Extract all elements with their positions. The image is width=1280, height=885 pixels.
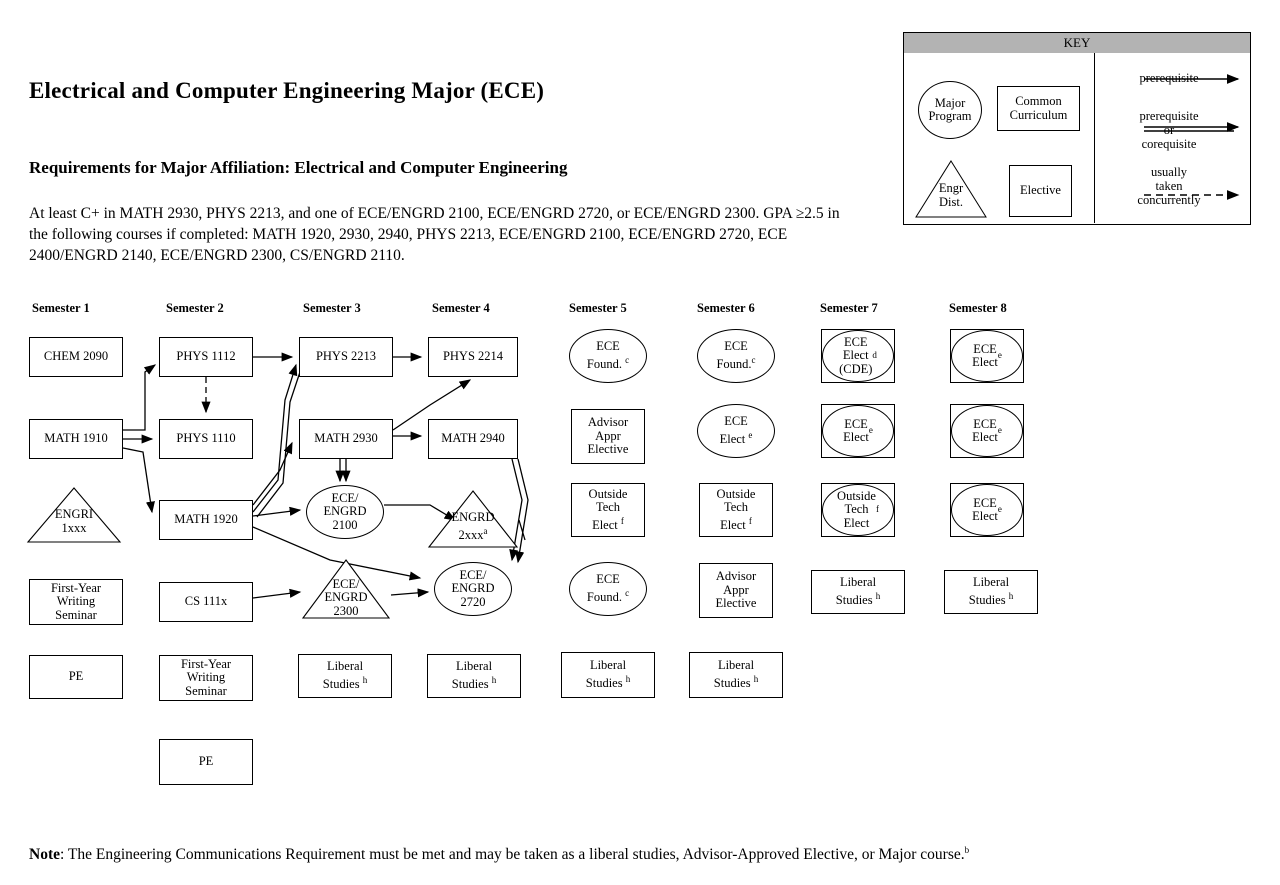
node-math-1910[interactable]	[29, 419, 123, 459]
node-phys-1110[interactable]	[159, 419, 253, 459]
node-pe-1[interactable]	[29, 655, 123, 699]
node-label: PHYS 2213	[315, 349, 377, 364]
node-label: Advisor Appr Elective	[587, 415, 629, 457]
node-label: ECE Found. $^c$	[586, 572, 630, 605]
node-label: PHYS 1112	[176, 349, 236, 364]
node-label: PE	[198, 754, 214, 769]
node-label: ECE/ ENGRD 2720	[451, 567, 495, 609]
node-ece-foundation-6[interactable]	[697, 329, 775, 383]
node-math-2940[interactable]	[428, 419, 518, 459]
node-pe-2[interactable]	[159, 739, 253, 785]
node-label: ECE Elect e	[951, 405, 1023, 457]
node-label: ENGRD 2xxx$^a$	[451, 510, 495, 543]
node-engri-1xxx[interactable]	[26, 486, 122, 544]
node-label: ENGRI 1xxx	[54, 507, 94, 535]
node-label: ECE Elect e	[951, 330, 1023, 382]
node-label: Advisor Appr Elective	[715, 569, 757, 611]
key-legend-prereq-coreq-label: prerequisite or corequisite	[1139, 109, 1199, 151]
node-label: Liberal Studies $^h$	[713, 658, 759, 691]
node-label: Liberal Studies $^h$	[968, 575, 1014, 608]
node-liberal-studies-5[interactable]	[561, 652, 655, 698]
semester-header-2: Semester 2	[166, 301, 224, 315]
node-label: Outside Tech Elect $^f$	[588, 486, 628, 532]
affiliation-heading: Requirements for Major Affiliation: Electrical and Computer Engineering	[29, 158, 568, 177]
node-first-year-writing-seminar-1[interactable]	[29, 579, 123, 625]
node-liberal-studies-6[interactable]	[689, 652, 783, 698]
key-legend-concurrent-label: usually taken concurrently	[1137, 165, 1201, 207]
node-label: ECE Found. $^c$	[586, 339, 630, 372]
node-math-2930[interactable]	[299, 419, 393, 459]
key-shape-major-program-label: Major Program	[928, 95, 972, 123]
node-label: CS 111x	[184, 594, 228, 609]
node-label: ECE Elect (CDE) d	[822, 330, 894, 382]
node-label: Liberal Studies $^h$	[322, 659, 368, 692]
semester-header-3: Semester 3	[303, 301, 361, 315]
node-liberal-studies-8[interactable]	[944, 570, 1038, 614]
note-body: : The Engineering Communications Requirement must be met and may be taken as a liberal studies, Advisor-Approved Elective, or Major course.	[60, 846, 965, 864]
node-math-1920[interactable]	[159, 500, 253, 540]
node-label: ECE/ ENGRD 2300	[324, 576, 368, 618]
node-ece-foundation-5b[interactable]	[569, 562, 647, 616]
node-label: MATH 1920	[174, 512, 238, 527]
node-label: MATH 2940	[441, 431, 505, 446]
node-label: MATH 2930	[314, 431, 378, 446]
semester-header-8: Semester 8	[949, 301, 1007, 315]
node-label: First-Year Writing Seminar	[180, 656, 232, 698]
key-shape-common-curriculum-label: Common Curriculum	[1009, 94, 1068, 122]
semester-header-6: Semester 6	[697, 301, 755, 315]
node-label: Liberal Studies $^h$	[585, 658, 631, 691]
semester-header-4: Semester 4	[432, 301, 490, 315]
node-label: Liberal Studies $^h$	[451, 659, 497, 692]
key-shape-engr-dist-label: Engr Dist.	[938, 181, 964, 209]
node-ece-engrd-2100[interactable]	[306, 485, 384, 539]
node-engrd-2xxx[interactable]	[427, 489, 519, 549]
node-ece-elective-8a[interactable]	[950, 329, 1024, 383]
semester-header-1: Semester 1	[32, 301, 90, 315]
node-ece-engrd-2720[interactable]	[434, 562, 512, 616]
node-label: Outside Tech Elect $^f$	[716, 486, 756, 532]
node-liberal-studies-7[interactable]	[811, 570, 905, 614]
node-outside-tech-elective-5[interactable]	[571, 483, 645, 537]
node-phys-2213[interactable]	[299, 337, 393, 377]
node-label: MATH 1910	[44, 431, 108, 446]
node-label: ECE Elect e	[822, 405, 894, 457]
node-ece-elective-7[interactable]	[821, 404, 895, 458]
key-box	[903, 32, 1251, 225]
node-ece-elective-cde-7[interactable]	[821, 329, 895, 383]
node-label: Outside Tech Elect f	[822, 484, 894, 536]
node-first-year-writing-seminar-2[interactable]	[159, 655, 253, 701]
node-ece-foundation-5a[interactable]	[569, 329, 647, 383]
node-label: ECE Elect $^e$	[719, 414, 753, 447]
node-liberal-studies-3[interactable]	[298, 654, 392, 698]
node-phys-2214[interactable]	[428, 337, 518, 377]
node-label: ECE Elect e	[951, 484, 1023, 536]
semester-header-7: Semester 7	[820, 301, 878, 315]
node-label: PE	[68, 669, 84, 684]
node-phys-1112[interactable]	[159, 337, 253, 377]
node-cs-111x[interactable]	[159, 582, 253, 622]
footer-note	[29, 845, 1209, 864]
node-ece-elective-8c[interactable]	[950, 483, 1024, 537]
node-label: PHYS 1110	[176, 431, 236, 446]
semester-header-5: Semester 5	[569, 301, 627, 315]
node-outside-tech-elective-7[interactable]	[821, 483, 895, 537]
requirements-text: At least C+ in MATH 2930, PHYS 2213, and one of ECE/ENGRD 2100, ECE/ENGRD 2720, or ECE/ENGRD 2300. GPA ≥2.5 in the following courses if completed: MATH 1920, 2930, 2940, PHYS 2213, ECE/ENGRD 2100, ECE/ENGRD 2720, ECE 2400/ENGRD 2140, ECE/ENGRD 2300, CS/ENGRD 2110.	[29, 205, 840, 264]
node-advisor-approved-elective-6[interactable]	[699, 563, 773, 618]
node-label: CHEM 2090	[43, 349, 109, 364]
node-liberal-studies-4[interactable]	[427, 654, 521, 698]
node-label: ECE Found.$^c$	[716, 339, 756, 372]
node-label: First-Year Writing Seminar	[50, 580, 102, 622]
node-ece-elective-6[interactable]	[697, 404, 775, 458]
note-label: Note	[29, 846, 60, 864]
node-label: PHYS 2214	[442, 349, 504, 364]
node-ece-engrd-2300[interactable]	[301, 558, 391, 620]
node-label: ECE/ ENGRD 2100	[323, 490, 367, 532]
node-ece-elective-8b[interactable]	[950, 404, 1024, 458]
key-legend-prerequisite-label: prerequisite	[1139, 71, 1199, 85]
key-title: KEY	[904, 33, 1250, 53]
node-advisor-approved-elective-5[interactable]	[571, 409, 645, 464]
page-title: Electrical and Computer Engineering Major (ECE)	[29, 78, 545, 103]
node-chem-2090[interactable]	[29, 337, 123, 377]
note-superscript: b	[964, 845, 970, 855]
node-label: Liberal Studies $^h$	[835, 575, 881, 608]
key-shape-elective-label: Elective	[1020, 183, 1061, 198]
node-outside-tech-elective-6[interactable]	[699, 483, 773, 537]
